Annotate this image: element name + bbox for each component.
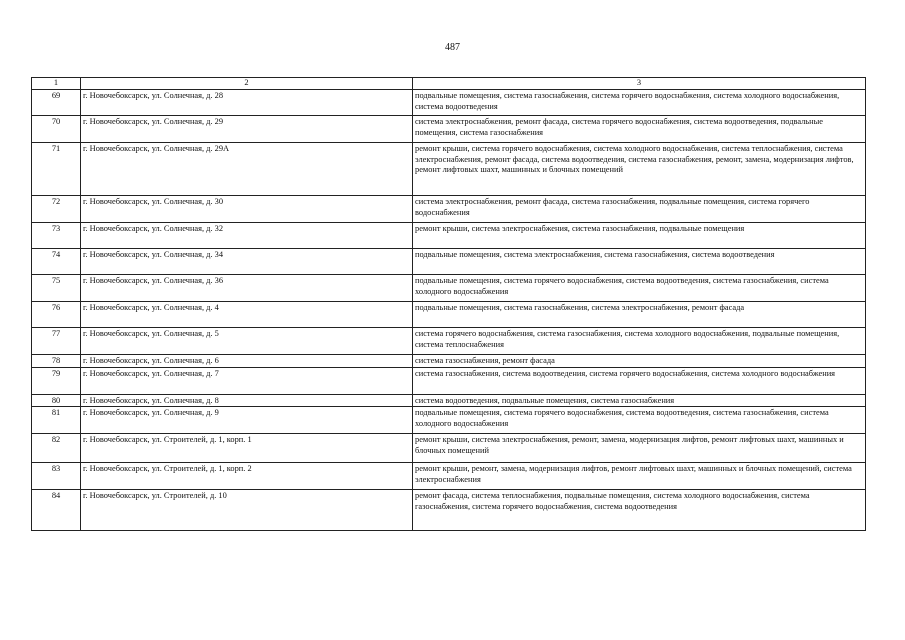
row-address: г. Новочебоксарск, ул. Солнечная, д. 4 bbox=[81, 302, 413, 328]
row-works: ремонт крыши, система электроснабжения, система газоснабжения, подвальные помещения bbox=[413, 223, 866, 249]
row-number: 75 bbox=[32, 275, 81, 302]
table-row bbox=[32, 490, 866, 531]
row-address: г. Новочебоксарск, ул. Солнечная, д. 6 bbox=[81, 355, 413, 368]
column-header-address: 2 bbox=[81, 78, 413, 90]
row-works: подвальные помещения, система электроснабжения, система газоснабжения, система водоотведения bbox=[413, 249, 866, 275]
row-number: 73 bbox=[32, 223, 81, 249]
row-number: 80 bbox=[32, 394, 81, 407]
table-row bbox=[32, 90, 866, 116]
row-address: г. Новочебоксарск, ул. Солнечная, д. 5 bbox=[81, 328, 413, 355]
row-number: 71 bbox=[32, 143, 81, 196]
table-row bbox=[32, 355, 866, 368]
row-number: 76 bbox=[32, 302, 81, 328]
row-address: г. Новочебоксарск, ул. Солнечная, д. 34 bbox=[81, 249, 413, 275]
row-works: система электроснабжения, ремонт фасада, система газоснабжения, подвальные помещения, система горячего водоснабжения bbox=[413, 196, 866, 223]
row-address: г. Новочебоксарск, ул. Солнечная, д. 9 bbox=[81, 407, 413, 434]
table-row bbox=[32, 367, 866, 394]
table-row bbox=[32, 196, 866, 223]
row-address: г. Новочебоксарск, ул. Солнечная, д. 8 bbox=[81, 394, 413, 407]
row-works: система электроснабжения, ремонт фасада, система горячего водоснабжения, система водоотведения, подвальные помещения, система газоснабжения bbox=[413, 116, 866, 143]
row-address: г. Новочебоксарск, ул. Солнечная, д. 30 bbox=[81, 196, 413, 223]
table-row bbox=[32, 407, 866, 434]
row-number: 79 bbox=[32, 367, 81, 394]
row-address: г. Новочебоксарск, ул. Строителей, д. 1, корп. 2 bbox=[81, 463, 413, 490]
row-address: г. Новочебоксарск, ул. Солнечная, д. 32 bbox=[81, 223, 413, 249]
row-address: г. Новочебоксарск, ул. Солнечная, д. 29 bbox=[81, 116, 413, 143]
row-works: подвальные помещения, система газоснабжения, система электроснабжения, ремонт фасада bbox=[413, 302, 866, 328]
column-header-works: 3 bbox=[413, 78, 866, 90]
row-number: 69 bbox=[32, 90, 81, 116]
address-works-table bbox=[31, 77, 866, 531]
row-works: система горячего водоснабжения, система газоснабжения, система холодного водоснабжения, подвальные помещения, система теплоснабжения bbox=[413, 328, 866, 355]
row-number: 82 bbox=[32, 434, 81, 463]
table-row bbox=[32, 394, 866, 407]
row-number: 84 bbox=[32, 490, 81, 531]
table-row bbox=[32, 434, 866, 463]
table-row bbox=[32, 275, 866, 302]
table-row bbox=[32, 143, 866, 196]
row-address: г. Новочебоксарск, ул. Солнечная, д. 29А bbox=[81, 143, 413, 196]
row-works: подвальные помещения, система газоснабжения, система горячего водоснабжения, система холодного водоснабжения, система водоотведения bbox=[413, 90, 866, 116]
row-works: система газоснабжения, система водоотведения, система горячего водоснабжения, система холодного водоснабжения bbox=[413, 367, 866, 394]
row-number: 81 bbox=[32, 407, 81, 434]
row-works: подвальные помещения, система горячего водоснабжения, система водоотведения, система газоснабжения, система холодного водоснабжения bbox=[413, 407, 866, 434]
row-number: 70 bbox=[32, 116, 81, 143]
row-number: 78 bbox=[32, 355, 81, 368]
row-number: 83 bbox=[32, 463, 81, 490]
row-address: г. Новочебоксарск, ул. Солнечная, д. 36 bbox=[81, 275, 413, 302]
row-address: г. Новочебоксарск, ул. Солнечная, д. 28 bbox=[81, 90, 413, 116]
page-number: 487 bbox=[445, 42, 460, 53]
row-address: г. Новочебоксарск, ул. Строителей, д. 10 bbox=[81, 490, 413, 531]
row-works: ремонт крыши, система электроснабжения, ремонт, замена, модернизация лифтов, ремонт лифтовых шахт, машинных и блочных помещений bbox=[413, 434, 866, 463]
row-address: г. Новочебоксарск, ул. Солнечная, д. 7 bbox=[81, 367, 413, 394]
row-works: ремонт крыши, система горячего водоснабжения, система холодного водоснабжения, система теплоснабжения, система электроснабжения, ремонт фасада, система водоотведения, система газоснабжения, ремонт, замена, модернизация лифтов, ремонт лифтовых шахт, машинных и блочных помещений bbox=[413, 143, 866, 196]
row-works: ремонт крыши, ремонт, замена, модернизация лифтов, ремонт лифтовых шахт, машинных и блочных помещений, система электроснабжения bbox=[413, 463, 866, 490]
table-row bbox=[32, 463, 866, 490]
table-row bbox=[32, 249, 866, 275]
row-number: 72 bbox=[32, 196, 81, 223]
table-row bbox=[32, 116, 866, 143]
row-number: 74 bbox=[32, 249, 81, 275]
table-row bbox=[32, 223, 866, 249]
row-works: система газоснабжения, ремонт фасада bbox=[413, 355, 866, 368]
row-number: 77 bbox=[32, 328, 81, 355]
row-works: подвальные помещения, система горячего водоснабжения, система водоотведения, система газоснабжения, система холодного водоснабжения bbox=[413, 275, 866, 302]
column-header-number: 1 bbox=[32, 78, 81, 90]
table-row bbox=[32, 328, 866, 355]
table-header-row bbox=[32, 78, 866, 90]
row-works: ремонт фасада, система теплоснабжения, подвальные помещения, система холодного водоснабжения, система газоснабжения, система горячего водоснабжения, система водоотведения bbox=[413, 490, 866, 531]
row-works: система водоотведения, подвальные помещения, система газоснабжения bbox=[413, 394, 866, 407]
row-address: г. Новочебоксарск, ул. Строителей, д. 1, корп. 1 bbox=[81, 434, 413, 463]
table-row bbox=[32, 302, 866, 328]
